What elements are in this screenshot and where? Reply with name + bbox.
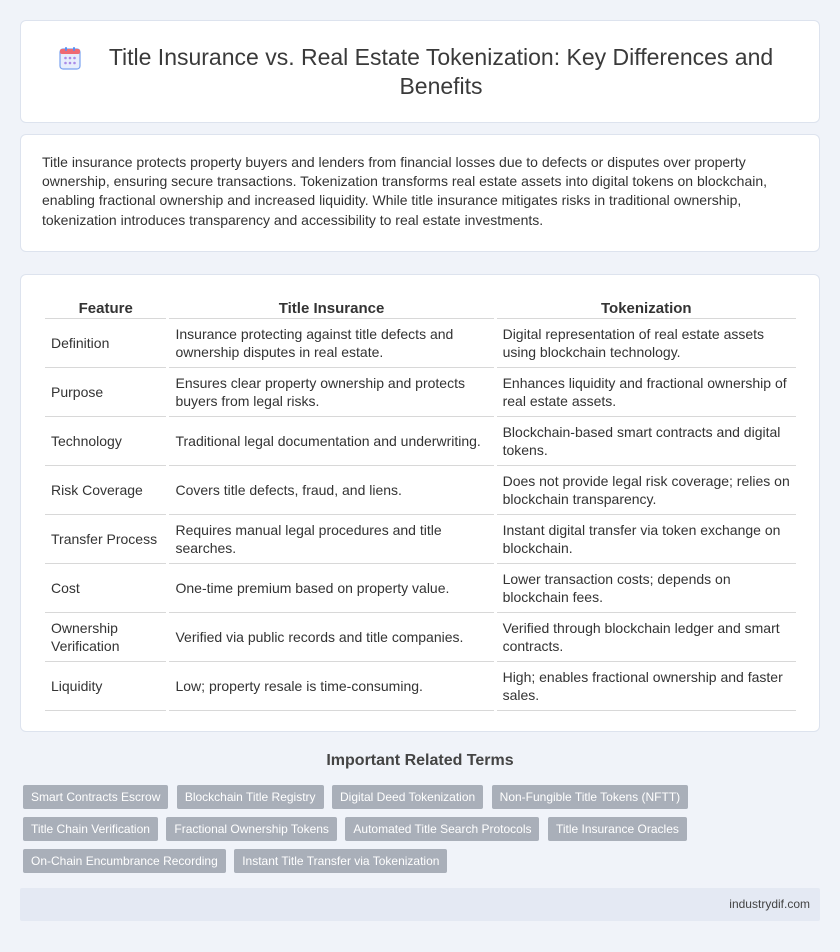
tokenization-cell: Lower transaction costs; depends on blockchain fees. xyxy=(497,564,796,613)
table-row xyxy=(45,466,796,515)
title-insurance-cell: Covers title defects, fraud, and liens. xyxy=(169,466,493,515)
tokenization-cell: Enhances liquidity and fractional ownership of real estate assets. xyxy=(497,368,796,417)
feature-cell: Liquidity xyxy=(45,662,166,711)
related-term-tag[interactable]: Smart Contracts Escrow xyxy=(23,785,168,809)
feature-cell: Purpose xyxy=(45,368,166,417)
title-insurance-cell: Requires manual legal procedures and title searches. xyxy=(169,515,493,564)
related-terms-heading: Important Related Terms xyxy=(326,752,514,769)
comparison-table xyxy=(42,295,799,711)
tokenization-cell: Instant digital transfer via token exchange on blockchain. xyxy=(497,515,796,564)
tokenization-cell: High; enables fractional ownership and faster sales. xyxy=(497,662,796,711)
feature-cell: Ownership Verification xyxy=(45,613,166,662)
title-card xyxy=(20,20,820,123)
tokenization-cell: Blockchain-based smart contracts and digital tokens. xyxy=(497,417,796,466)
comparison-card xyxy=(20,274,820,732)
related-term-tag[interactable]: Blockchain Title Registry xyxy=(177,785,324,809)
related-terms-list xyxy=(23,785,803,881)
intro-card xyxy=(20,134,820,252)
intro-paragraph: Title insurance protects property buyers and lenders from financial losses due to defects or disputes over property ownership, ensuring secure transactions. Tokenization transforms real estate assets into digital tokens on blockchain, enabling fractional ownership and increased liquidity. While title insurance mitigates risks in traditional ownership, tokenization introduces transparency and accessibility to real estate investments. xyxy=(42,154,768,228)
related-term-tag[interactable]: Digital Deed Tokenization xyxy=(332,785,483,809)
related-term-tag[interactable]: Title Insurance Oracles xyxy=(548,817,687,841)
column-header-tokenization: Tokenization xyxy=(497,295,796,319)
title-insurance-cell: Verified via public records and title companies. xyxy=(169,613,493,662)
footer xyxy=(20,888,820,921)
footer-site-link[interactable]: industrydif.com xyxy=(729,897,810,911)
table-header-row xyxy=(45,295,796,319)
feature-cell: Cost xyxy=(45,564,166,613)
tokenization-cell: Digital representation of real estate assets using blockchain technology. xyxy=(497,319,796,368)
feature-cell: Definition xyxy=(45,319,166,368)
table-row xyxy=(45,417,796,466)
tokenization-cell: Does not provide legal risk coverage; relies on blockchain transparency. xyxy=(497,466,796,515)
title-insurance-cell: One-time premium based on property value. xyxy=(169,564,493,613)
feature-cell: Technology xyxy=(45,417,166,466)
title-insurance-cell: Low; property resale is time-consuming. xyxy=(169,662,493,711)
feature-cell: Risk Coverage xyxy=(45,466,166,515)
table-row xyxy=(45,515,796,564)
related-term-tag[interactable]: Title Chain Verification xyxy=(23,817,158,841)
related-term-tag[interactable]: Automated Title Search Protocols xyxy=(345,817,539,841)
table-row xyxy=(45,319,796,368)
tokenization-cell: Verified through blockchain ledger and smart contracts. xyxy=(497,613,796,662)
title-insurance-cell: Traditional legal documentation and underwriting. xyxy=(169,417,493,466)
related-term-tag[interactable]: Fractional Ownership Tokens xyxy=(166,817,337,841)
table-row xyxy=(45,613,796,662)
table-row xyxy=(45,564,796,613)
feature-cell: Transfer Process xyxy=(45,515,166,564)
page-title: Title Insurance vs. Real Estate Tokenization: Key Differences and Benefits xyxy=(108,44,774,99)
related-term-tag[interactable]: Instant Title Transfer via Tokenization xyxy=(234,849,447,873)
column-header-feature: Feature xyxy=(45,295,166,319)
table-row xyxy=(45,662,796,711)
related-term-tag[interactable]: On-Chain Encumbrance Recording xyxy=(23,849,226,873)
column-header-title-insurance: Title Insurance xyxy=(169,295,493,319)
title-insurance-cell: Ensures clear property ownership and protects buyers from legal risks. xyxy=(169,368,493,417)
title-insurance-cell: Insurance protecting against title defects and ownership disputes in real estate. xyxy=(169,319,493,368)
table-row xyxy=(45,368,796,417)
related-term-tag[interactable]: Non-Fungible Title Tokens (NFTT) xyxy=(492,785,689,809)
